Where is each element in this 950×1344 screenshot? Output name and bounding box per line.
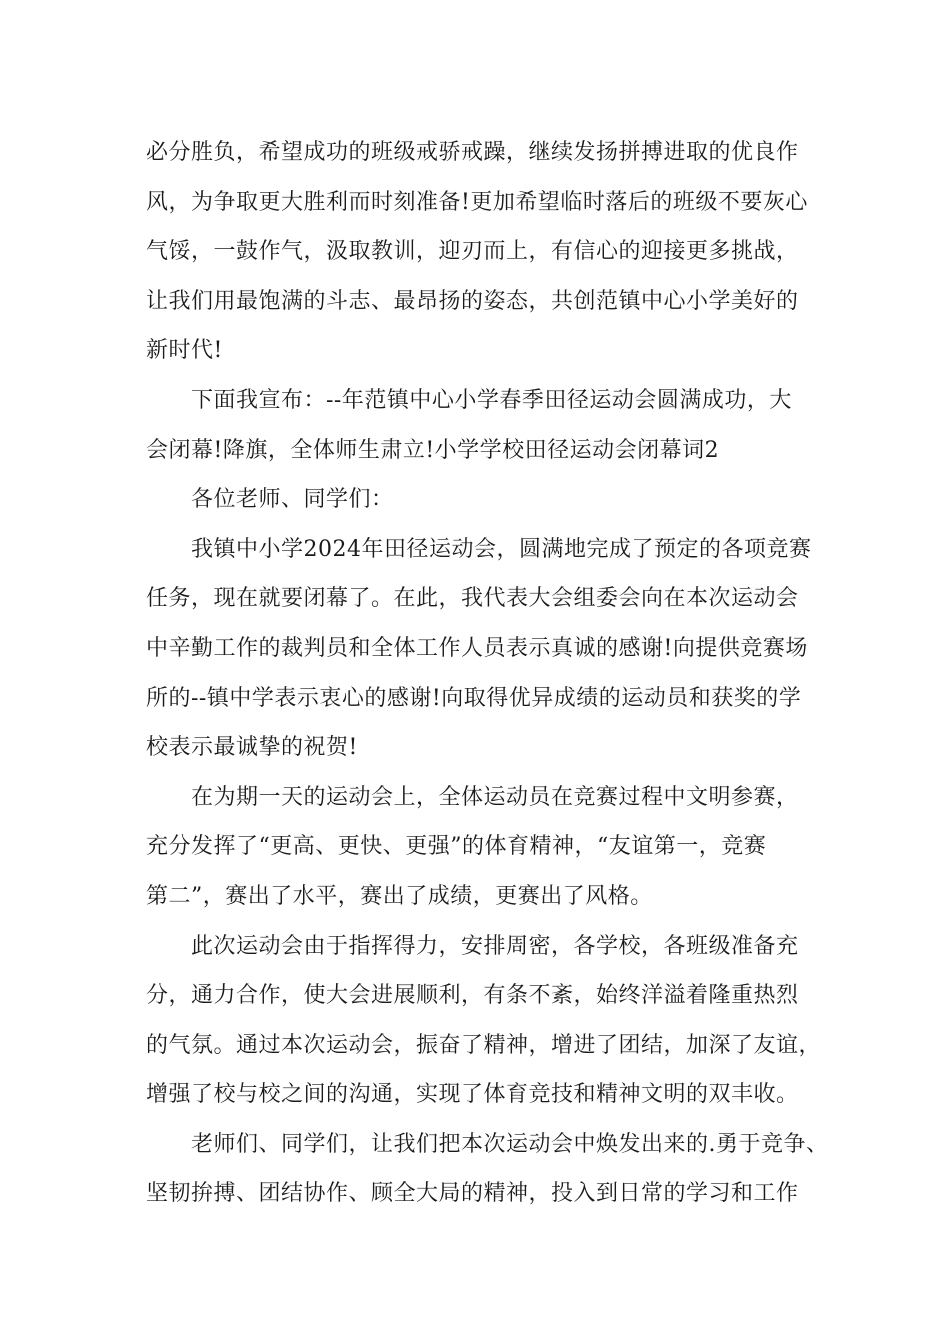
paragraph-first-line: 下面我宣布：--年范镇中心小学春季田径运动会圆满成功，大 bbox=[191, 387, 792, 413]
paragraph-first-line: 我镇中小学2024年田径运动会，圆满地完成了预定的各项竞赛 bbox=[191, 536, 812, 562]
salutation-line: 各位老师、同学们： bbox=[191, 487, 394, 513]
text-line: 所的--镇中学表示衷心的感谢!向取得优异成绩的运动员和获奖的学 bbox=[146, 685, 802, 711]
text-line: 会闭幕!降旗，全体师生肃立!小学学校田径运动会闭幕词2 bbox=[146, 437, 720, 463]
document-body bbox=[146, 128, 829, 1219]
text-line: 让我们用最饱满的斗志、最昂扬的姿态，共创范镇中心小学美好的 bbox=[146, 288, 799, 314]
text-line: 风，为争取更大胜利而时刻准备!更加希望临时落后的班级不要灰心 bbox=[146, 189, 808, 215]
paragraph-first-line: 在为期一天的运动会上，全体运动员在竞赛过程中文明参赛， bbox=[191, 784, 799, 810]
text-line: 任务，现在就要闭幕了。在此，我代表大会组委会向在本次运动会 bbox=[146, 586, 799, 612]
text-line: 气馁，一鼓作气，汲取教训，迎刃而上，有信心的迎接更多挑战， bbox=[146, 239, 799, 265]
paragraph-first-line: 老师们、同学们，让我们把本次运动会中焕发出来的.勇于竞争、 bbox=[191, 1131, 829, 1157]
text-line: 分，通力合作，使大会进展顺利，有条不紊，始终洋溢着隆重热烈 bbox=[146, 983, 799, 1009]
text-line: 充分发挥了“更高、更快、更强”的体育精神，“友谊第一，竞赛 bbox=[146, 834, 767, 860]
text-line: 的气氛。通过本次运动会，振奋了精神，增进了团结，加深了友谊， bbox=[146, 1032, 822, 1058]
text-line: 中辛勤工作的裁判员和全体工作人员表示真诚的感谢!向提供竞赛场 bbox=[146, 635, 808, 661]
text-line: 必分胜负，希望成功的班级戒骄戒躁，继续发扬拼搏进取的优良作 bbox=[146, 140, 799, 165]
text-line: 坚韧拚搏、团结协作、顾全大局的精神，投入到日常的学习和工作 bbox=[146, 1181, 799, 1207]
text-line: 第二”，赛出了水平，赛出了成绩，更赛出了风格。 bbox=[146, 883, 653, 909]
paragraph-first-line: 此次运动会由于指挥得力，安排周密，各学校，各班级准备充 bbox=[191, 933, 799, 959]
text-line: 校表示最诚挚的祝贺! bbox=[146, 735, 358, 761]
text-line: 增强了校与校之间的沟通，实现了体育竞技和精神文明的双丰收。 bbox=[146, 1082, 799, 1108]
text-line: 新时代! bbox=[146, 338, 223, 364]
